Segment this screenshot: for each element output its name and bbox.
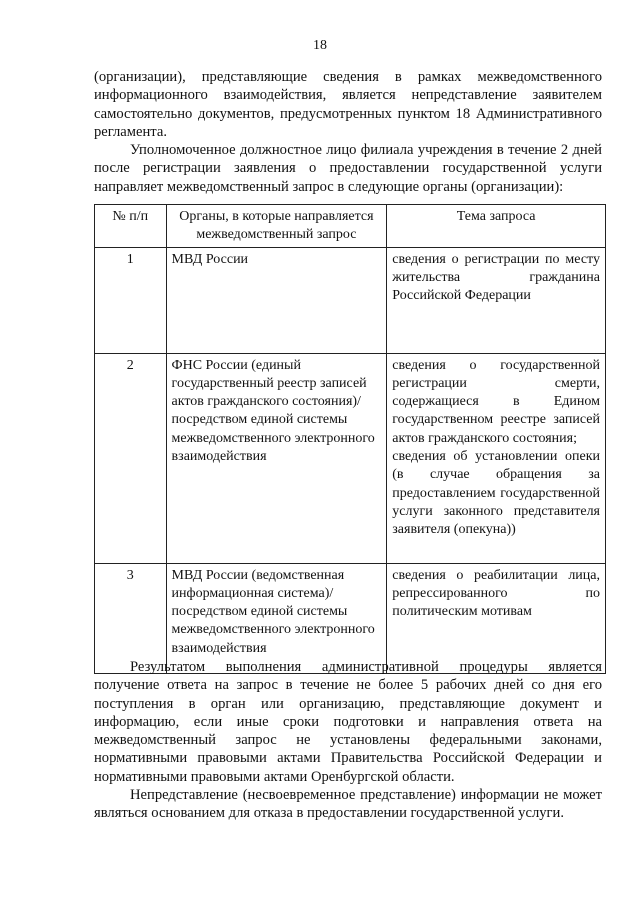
header-request-topic: Тема запроса bbox=[387, 205, 606, 248]
table-header-row bbox=[95, 205, 606, 248]
row-topic-part-2: сведения об установлении опеки (в случае обращения за предоставлением государственной услуги законного представителя заявителя (опекуна)) bbox=[392, 449, 600, 538]
row-topic: сведения о реабилитации лица, репрессированного по политическим мотивам bbox=[387, 563, 606, 673]
row-organization: МВД России (ведомственная информационная система)/посредством единой системы межведомственного электронного взаимодействия bbox=[166, 563, 387, 673]
row-topic-part-1: сведения о государственной регистрации смерти, содержащиеся в Едином государственном реестре записей актов гражданского состояния; bbox=[392, 357, 600, 446]
header-number: № п/п bbox=[95, 205, 167, 248]
table-row bbox=[95, 563, 606, 673]
row-number: 2 bbox=[95, 353, 167, 563]
table-row bbox=[95, 247, 606, 353]
paragraph-request-intro: Уполномоченное должностное лицо филиала учреждения в течение 2 дней после регистрации заявления о предоставлении государственной услуги направляет межведомственный запрос в следующие органы (организации): bbox=[94, 142, 602, 195]
bottom-text-block bbox=[94, 658, 602, 823]
top-text-block bbox=[94, 68, 602, 196]
table-row bbox=[95, 353, 606, 563]
row-organization: МВД России bbox=[166, 247, 387, 353]
page-number: 18 bbox=[313, 38, 327, 53]
row-number: 3 bbox=[95, 563, 167, 673]
row-topic bbox=[387, 353, 606, 563]
interagency-request-table bbox=[94, 204, 606, 674]
header-organizations: Органы, в которые направляется межведомственный запрос bbox=[166, 205, 387, 248]
row-organization: ФНС России (единый государственный реестр записей актов гражданского состояния)/посредством единой системы межведомственного электронного взаимодействия bbox=[166, 353, 387, 563]
row-topic: сведения о регистрации по месту жительства гражданина Российской Федерации bbox=[387, 247, 606, 353]
paragraph-result: Результатом выполнения административной процедуры является получение ответа на запрос в течение не более 5 рабочих дней со дня его поступления в орган или организацию, представляющие документ и информацию, если иные сроки подготовки и направления ответа на межведомственный запрос не установлены федеральными законами, нормативными правовыми актами Правительства Российской Федерации и нормативными правовыми актами Оренбургской области. bbox=[94, 659, 602, 785]
row-number: 1 bbox=[95, 247, 167, 353]
paragraph-continuation: (организации), представляющие сведения в рамках межведомственного информационного взаимодействия, является непредставление заявителем самостоятельно документов, предусмотренных пунктом 18 Административного регламента. bbox=[94, 69, 602, 140]
paragraph-non-submission: Непредставление (несвоевременное представление) информации не может являться основанием для отказа в предоставлении государственной услуги. bbox=[94, 787, 602, 822]
